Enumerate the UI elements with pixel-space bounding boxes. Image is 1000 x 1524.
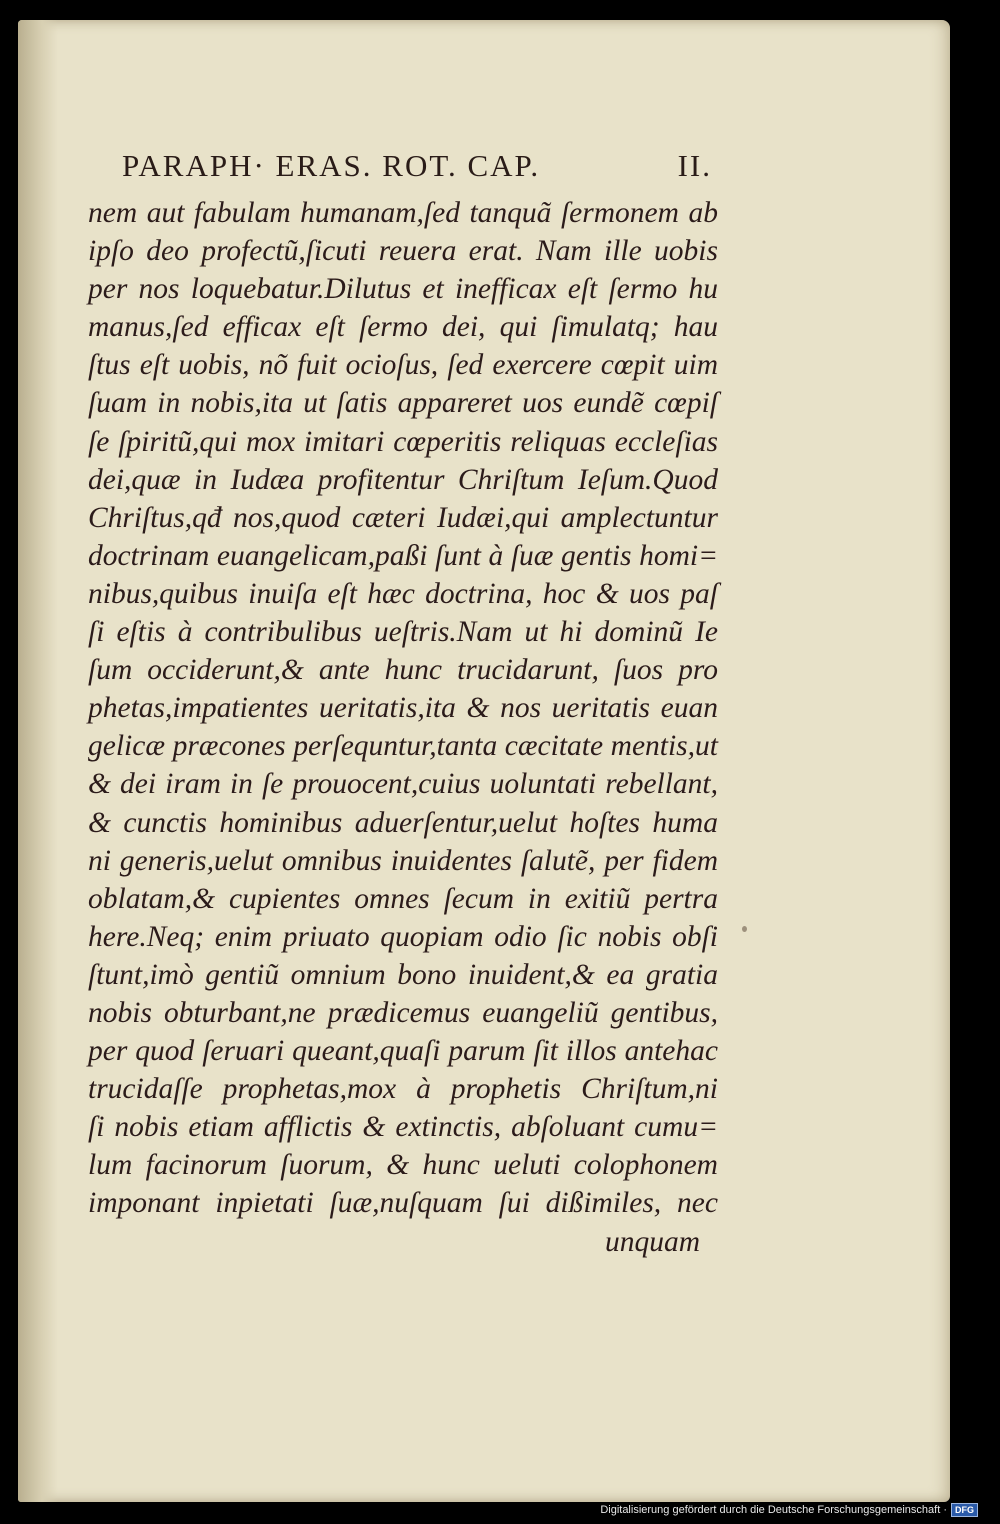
text-line: lum facinorum ſuorum, & hunc ueluti colophonem — [88, 1149, 718, 1182]
text-line: ſum occiderunt,& ante hunc trucidarunt, ſuos pro — [88, 654, 718, 687]
book-page — [18, 20, 950, 1502]
body-text — [88, 194, 718, 1261]
text-line: & cunctis hominibus aduerſentur,uelut hoſtes huma — [88, 806, 718, 839]
text-line: nem aut fabulam humanam,ſed tanquã ſermonem ab — [88, 197, 718, 229]
text-line: dei,quæ in Iudæa profitentur Chriſtum Ieſum.Quod — [88, 463, 718, 496]
digitization-credit — [600, 1502, 978, 1518]
page-gutter-shadow — [18, 20, 58, 1502]
text-line: ipſo deo profectũ,ſicuti reuera erat. Nam ille uobis — [88, 235, 718, 268]
text-line: ni generis,uelut omnibus inuidentes ſalutẽ, per fidem — [88, 844, 718, 877]
text-line: ſuam in nobis,ita ut ſatis appareret uos eundẽ cœpiſ — [88, 387, 718, 420]
text-line: ſe ſpiritũ,qui mox imitari cœperitis reliquas eccleſias — [88, 425, 718, 458]
text-line: manus,ſed efficax eſt ſermo dei, qui ſimulatq; hau — [88, 311, 718, 344]
dfg-logo-icon: DFG — [951, 1503, 978, 1517]
text-line: here.Neq; enim priuato quopiam odio ſic nobis obſi — [88, 920, 718, 953]
text-line: ſtus eſt uobis, nõ fuit ocioſus, ſed exercere cœpit uim — [88, 349, 718, 382]
text-line: trucidaſſe prophetas,mox à prophetis Chriſtum,ni — [88, 1073, 718, 1106]
ink-spot — [742, 926, 747, 932]
text-line: & dei iram in ſe prouocent,cuius uoluntati rebellant, — [88, 768, 718, 801]
folio-number: II. — [677, 148, 712, 183]
credit-text: Digitalisierung gefördert durch die Deutsche Forschungsgemeinschaft · — [600, 1504, 947, 1516]
running-head — [122, 148, 712, 188]
running-head-title: PARAPH· ERAS. ROT. CAP. — [122, 148, 541, 183]
text-line: ſi eſtis à contribulibus ueſtris.Nam ut hi dominũ Ie — [88, 616, 718, 649]
text-line: per quod ſeruari queant,quaſi parum ſit illos antehac — [88, 1035, 718, 1068]
text-line: nobis obturbant,ne prædicemus euangeliũ gentibus, — [88, 996, 718, 1029]
text-line: Chriſtus,qđ nos,quod cæteri Iudæi,qui amplectuntur — [88, 501, 718, 534]
text-line: nibus,quibus inuiſa eſt hæc doctrina, hoc & uos paſ — [88, 577, 718, 610]
catchword: unquam — [604, 1225, 700, 1258]
text-line: per nos loquebatur.Dilutus et inefficax eſt ſermo hu — [88, 273, 718, 306]
text-line: doctrinam euangelicam,paßi ſunt à ſuæ gentis homi= — [88, 539, 718, 572]
text-line: ſtunt,imò gentiũ omnium bono inuident,& ea gratia — [88, 958, 718, 991]
text-line: phetas,impatientes ueritatis,ita & nos ueritatis euan — [88, 692, 718, 725]
text-line: imponant inpietati ſuæ,nuſquam ſui dißimiles, nec — [88, 1187, 718, 1220]
text-line: gelicæ præcones perſequntur,tanta cæcitate mentis,ut — [88, 730, 718, 763]
text-line: oblatam,& cupientes omnes ſecum in exitiũ pertra — [88, 882, 718, 915]
text-line: ſi nobis etiam afflictis & extinctis, abſoluant cumu= — [88, 1111, 718, 1144]
